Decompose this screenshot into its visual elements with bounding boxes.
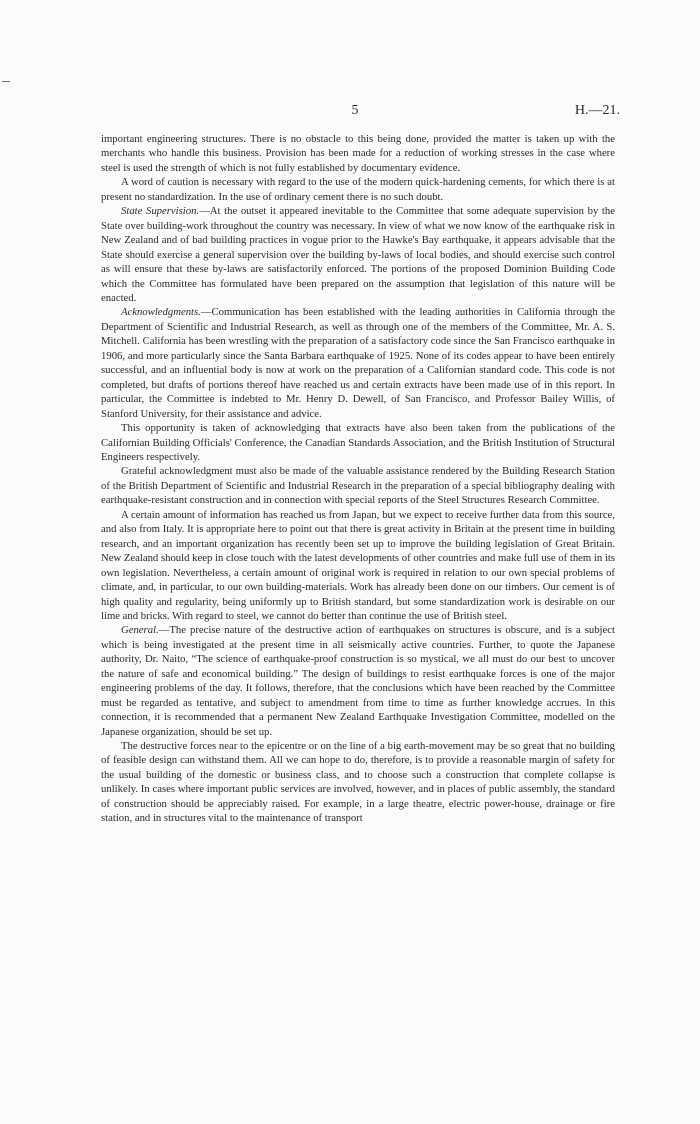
page-number: 5 [351, 103, 359, 118]
paragraph-6 [101, 464, 615, 507]
paragraph-text: —At the outset it appeared inevitable to the Committee that some adequate supervision by the State over building-work throughout the country was necessary. In view of what we now know of the earthquake risk in New Zealand and of bad building practices in vogue prior to the Hawke's Bay earthquake, it appears advisable that the State should exercise a general supervision over the building by-laws of local bodies, and should exercise such control as will ensure that these by-laws are satisfactorily enforced. The portions of the proposed Dominion Building Code which the Committee has formulated have been prepared on the assumption that legislation of this nature will be enacted. [101, 205, 615, 304]
paragraph-heading: General. [121, 624, 159, 637]
paragraph-acknowledgments [101, 305, 615, 421]
paragraph-2 [101, 175, 615, 204]
margin-mark [2, 81, 10, 82]
paragraph-text: A certain amount of information has reached us from Japan, but we expect to receive further data from this source, and also from Italy. It is appropriate here to point out that there is great activity in Britain at the present time in building research, and an important organization has recently been set up to improve the building legislation of Great Britain. New Zealand should keep in close touch with the latest developments of other countries and make full use of them in its own legislation. Nevertheless, a certain amount of original work is required in relation to our own special problems of climate, and, in particular, to our own building-materials. Work has already been done on our timbers. Our cement is of high quality and regularity, being uniformly up to British standard, but some standardization work is desirable on our lime and bricks. With regard to steel, we cannot do better than continue the use of British steel. [101, 508, 615, 622]
paragraph-text: The destructive forces near to the epicentre or on the line of a big earth-movement may be so great that no building of feasible design can withstand them. All we can hope to do, therefore, is to provide a reasonable margin of safety for the usual building of the domestic or business class, and to choose such a construction that complete collapse is unlikely. In cases where important public services are involved, however, and in places of public assembly, the standard of construction should be appreciably raised. For example, in a large theatre, electric power-house, drainage or fire station, and in structures vital to the maintenance of transport [101, 740, 615, 825]
paragraph-5 [101, 421, 615, 464]
document-reference: H.—21. [574, 103, 620, 118]
paragraph-heading: State Supervision. [121, 205, 200, 218]
paragraph-general [101, 623, 615, 739]
body-text [101, 132, 615, 826]
paragraph-state-supervision [101, 204, 615, 305]
paragraph-text: —Communication has been established with the leading authorities in California through the Department of Scientific and Industrial Research, as well as through one of the members of the Committee, Mr. A. S. Mitchell. California has been wrestling with the preparation of a satisfactory code since the San Francisco earthquake in 1906, and more particularly since the Santa Barbara earthquake of 1925. None of its codes appear to have been entirely successful, and an influential body is now at work on the preparation of a Californian standard code. This code is not completed, but drafts of portions thereof have reached us and certain extracts have been made use of in this report. In particular, the Committee is indebted to Mr. Henry D. Dewell, of San Francisco, and Professor Bailey Willis, of Stanford University, for their assistance and advice. [101, 306, 615, 420]
paragraph-1 [101, 132, 615, 175]
paragraph-heading: Acknowledgments. [121, 306, 201, 319]
paragraph-text: —The precise nature of the destructive action of earthquakes on structures is obscure, and is a subject which is being investigated at the present time in all seismically active countries. Further, to quote the Japanese authority, Dr. Naito, “The science of earthquake-proof construction is so mystical, we all must do our best to uncover the nature of safe and economical building.” The design of buildings to resist earthquake forces is one of the major engineering problems of the day. It follows, therefore, that the conclusions which have been reached by the Committee must be regarded as tentative, and subject to amendment from time to time as further knowledge accrues. In this connection, it is recommended that a permanent New Zealand Earthquake Investigation Committee, modelled on the Japanese organization, should be set up. [101, 624, 615, 738]
paragraph-7 [101, 508, 615, 624]
paragraph-9 [101, 739, 615, 826]
paragraph-text: A word of caution is necessary with regard to the use of the modern quick-hardening cements, for which there is at present no standardization. In the use of ordinary cement there is no such doubt. [101, 176, 615, 203]
paragraph-text: This opportunity is taken of acknowledging that extracts have also been taken from the publications of the Californian Building Officials' Conference, the Canadian Standards Association, and the British Institution of Structural Engineers respectively. [101, 422, 615, 463]
paragraph-text: Grateful acknowledgment must also be made of the valuable assistance rendered by the Building Research Station of the British Department of Scientific and Industrial Research in the preparation of a special bibliography dealing with earthquake-resistant construction and in connection with special reports of the Steel Structures Research Committee. [101, 465, 615, 507]
paragraph-text: important engineering structures. There is no obstacle to this being done, provided the matter is taken up with the merchants who handle this business. Provision has been made for a reduction of working stresses in the case where steel is used the strength of which is not fully established by documentary evidence. [101, 133, 615, 174]
